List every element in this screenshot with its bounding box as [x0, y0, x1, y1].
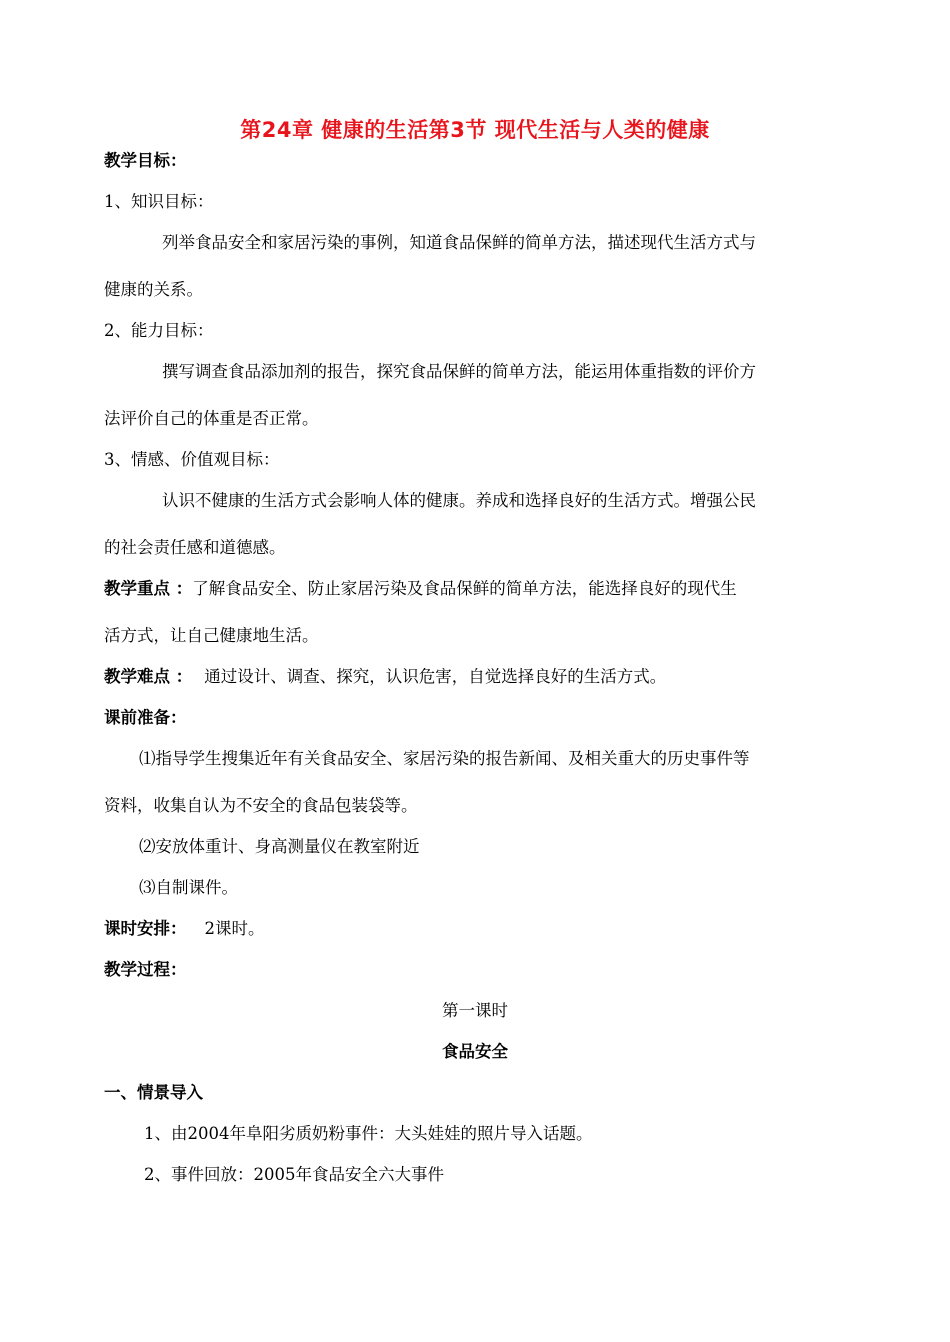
schedule-line	[104, 917, 265, 941]
knowledge-heading: 1、知识目标：	[104, 192, 214, 211]
section1-item2: 2、事件回放：2005年食品安全六大事件	[144, 1165, 444, 1184]
knowledge-text-line2: 健康的关系。	[104, 280, 203, 299]
section1-item1: 1、由2004年阜阳劣质奶粉事件：大头娃娃的照片导入话题。	[144, 1124, 593, 1143]
preparation-item1-line1: ⑴指导学生搜集近年有关食品安全、家居污染的报告新闻、及相关重大的历史事件等	[139, 749, 750, 768]
ability-text-line2: 法评价自己的体重是否正常。	[104, 409, 319, 428]
ability-text-line1: 撰写调查食品添加剂的报告，探究食品保鲜的简单方法，能运用体重指数的评价方	[162, 362, 756, 381]
schedule-text: 2课时。	[204, 919, 265, 938]
knowledge-text-line1: 列举食品安全和家居污染的事例，知道食品保鲜的简单方法，描述现代生活方式与	[162, 233, 756, 252]
key-points-line1	[104, 577, 737, 601]
section1-heading: 一、情景导入	[104, 1083, 203, 1102]
emotion-text-line2: 的社会责任感和道德感。	[104, 538, 286, 557]
difficulties-line	[104, 665, 666, 689]
schedule-label: 课时安排：	[104, 919, 187, 938]
preparation-item3: ⑶自制课件。	[139, 878, 238, 897]
preparation-item2: ⑵安放体重计、身高测量仪在教室附近	[139, 837, 420, 856]
key-points-label: 教学重点 ：	[104, 579, 193, 598]
difficulties-label: 教学难点 ：	[104, 667, 193, 686]
difficulties-text: 通过设计、调查、探究，认识危害，自觉选择良好的生活方式。	[204, 667, 667, 686]
key-points-text-line2: 活方式，让自己健康地生活。	[104, 626, 319, 645]
lesson-topic: 食品安全	[442, 1042, 508, 1061]
ability-heading: 2、能力目标：	[104, 321, 214, 340]
emotion-heading: 3、情感、价值观目标：	[104, 450, 280, 469]
preparation-item1-line2: 资料，收集自认为不安全的食品包装袋等。	[104, 796, 418, 815]
lesson-label: 第一课时	[442, 1001, 508, 1020]
objectives-heading: 教学目标：	[104, 151, 187, 170]
process-heading: 教学过程：	[104, 960, 187, 979]
emotion-text-line1: 认识不健康的生活方式会影响人体的健康。养成和选择良好的生活方式。增强公民	[162, 491, 756, 510]
preparation-heading: 课前准备：	[104, 708, 187, 727]
key-points-text: 了解食品安全、防止家居污染及食品保鲜的简单方法，能选择良好的现代生	[192, 579, 737, 598]
document-title: 第24章 健康的生活第3节 现代生活与人类的健康	[240, 118, 710, 142]
